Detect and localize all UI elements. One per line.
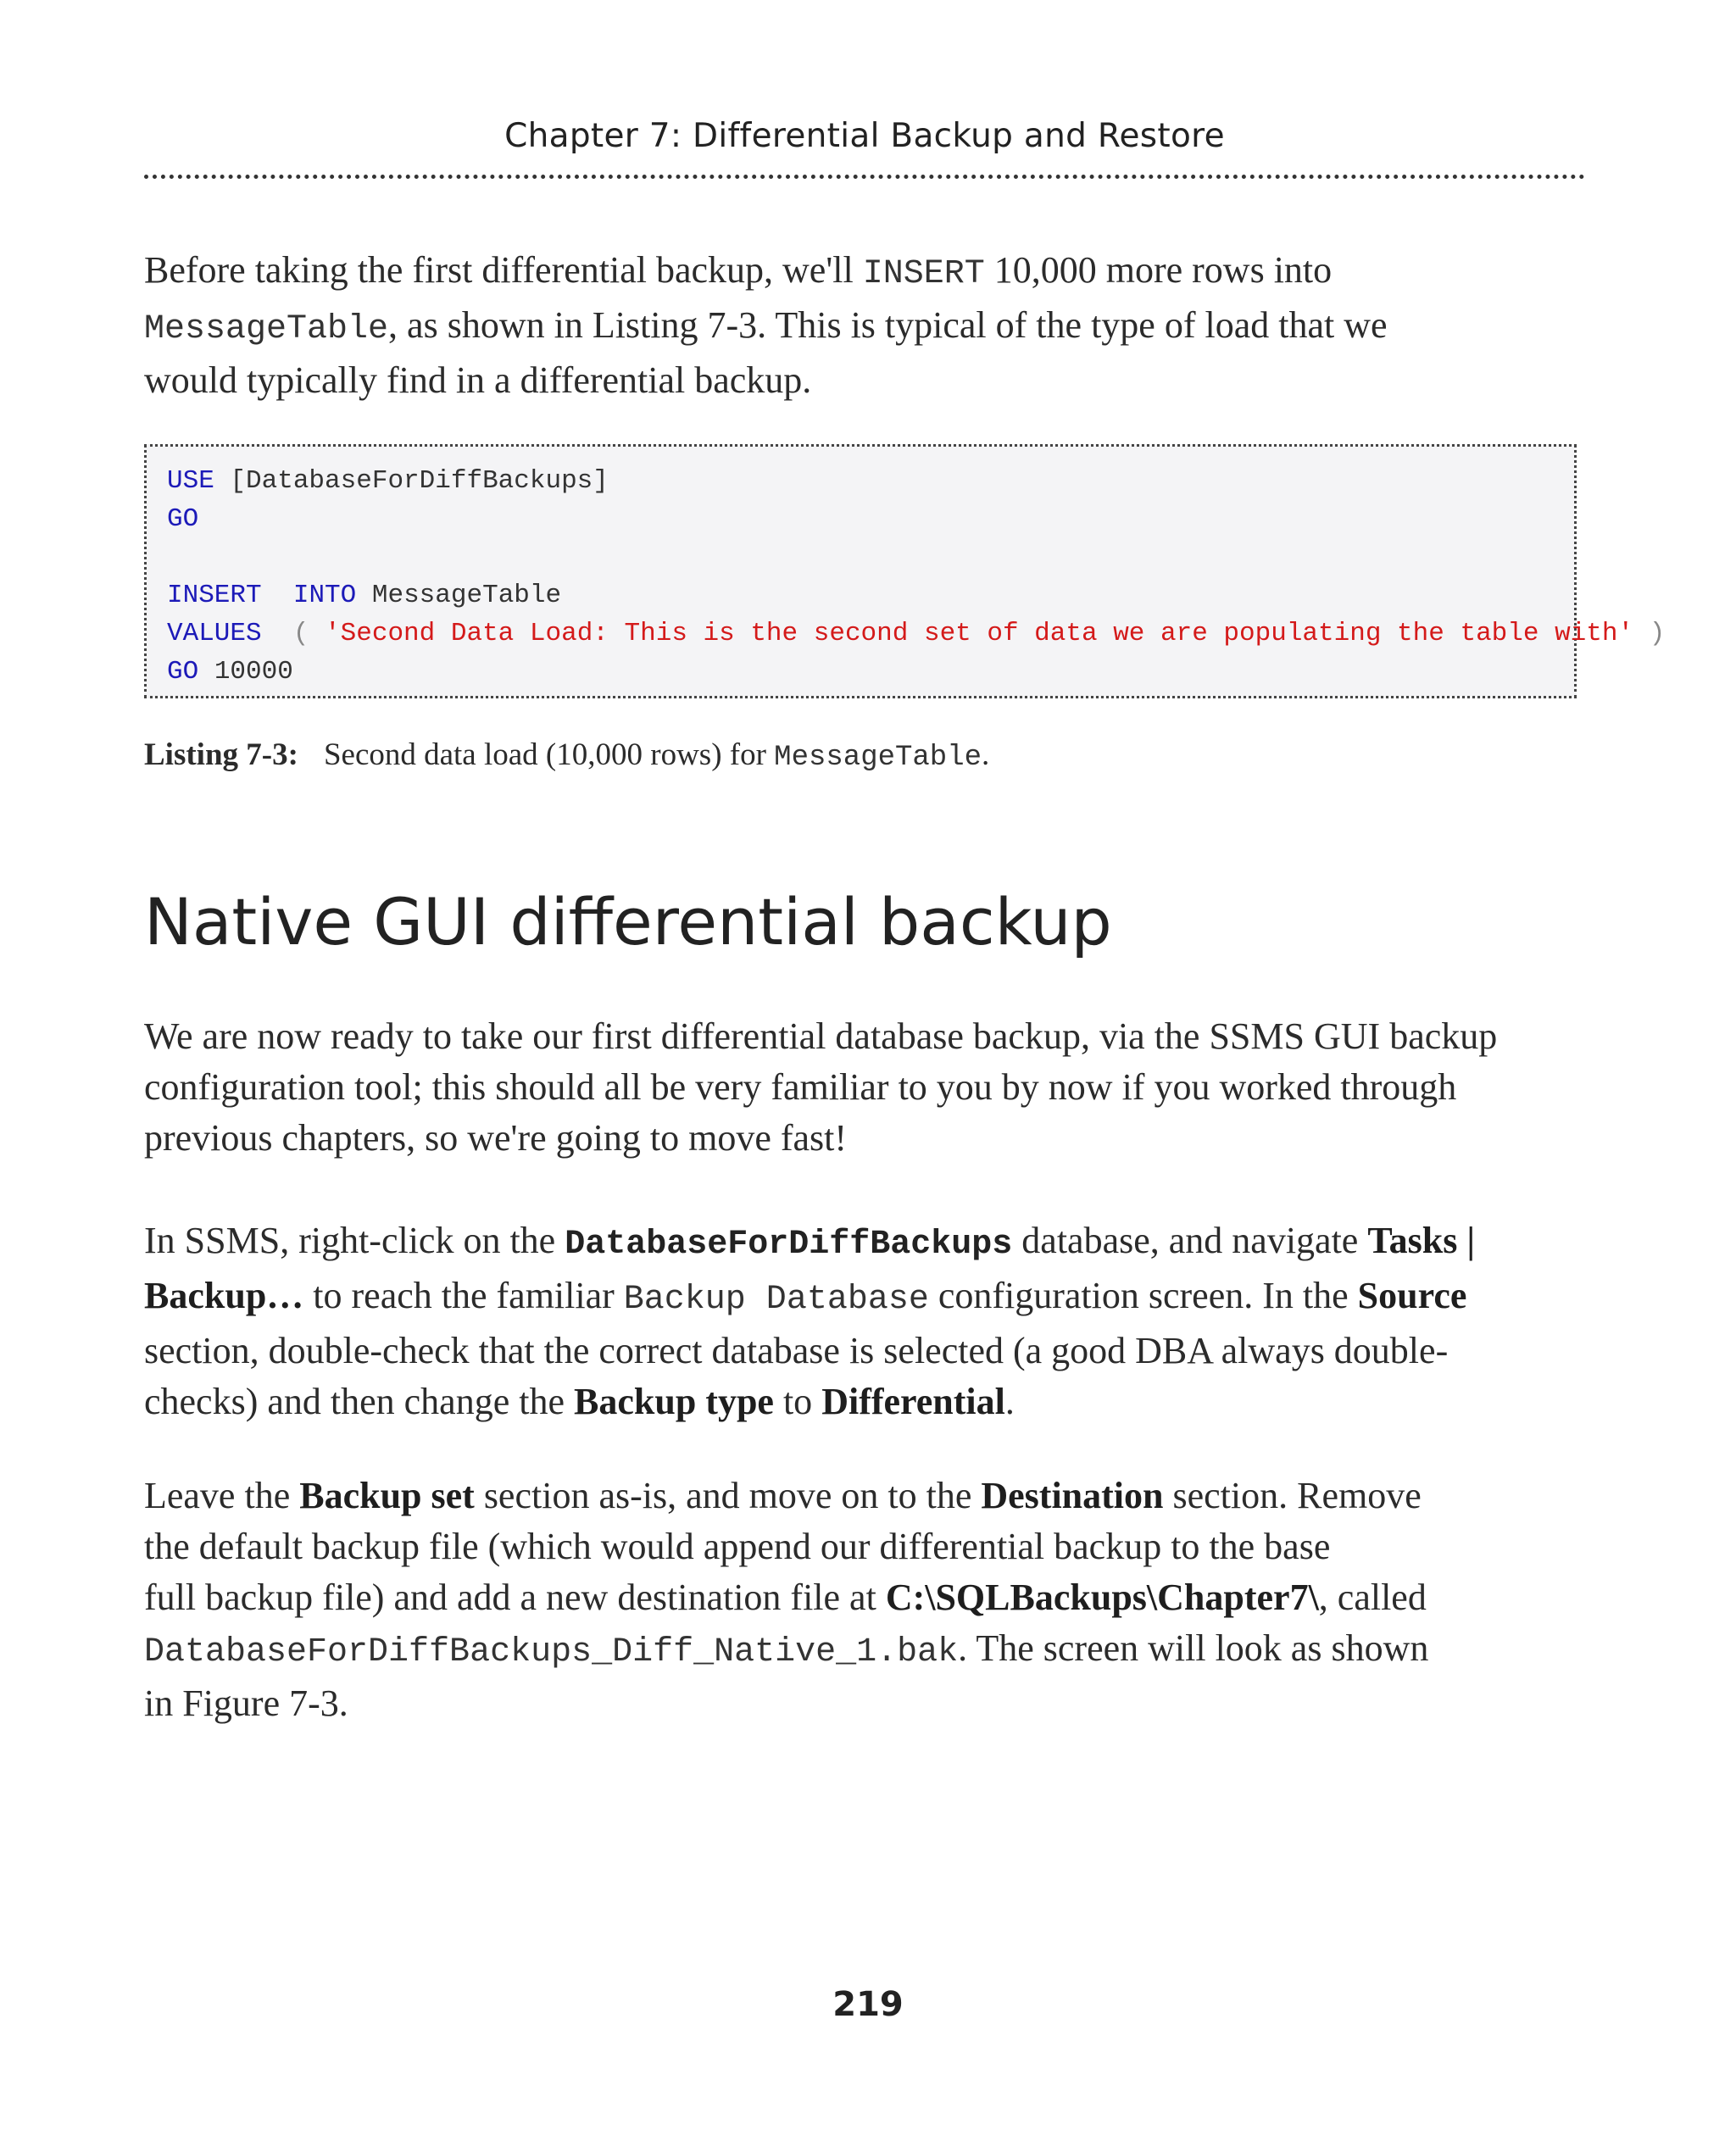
code-line-1 <box>167 462 1554 500</box>
bold-code-database-name: DatabaseForDiffBackups <box>565 1226 1013 1264</box>
sql-keyword: INTO <box>292 581 357 610</box>
bold-backup-path: C:\SQLBackups\Chapter7\ <box>885 1577 1319 1618</box>
caption-text: Second data load (10,000 rows) for <box>323 737 775 772</box>
code-text: MessageTable <box>356 581 562 610</box>
para2-text: database, and navigate <box>1012 1220 1368 1261</box>
bold-differential: Differential <box>821 1381 1005 1422</box>
para3-text: . The screen will look as shown <box>958 1627 1429 1669</box>
bold-tasks: Tasks | <box>1367 1220 1476 1261</box>
running-head: Chapter 7: Differential Backup and Restore <box>504 117 1225 155</box>
code-text: 10000 <box>198 657 293 687</box>
intro-text-3: , as shown in Listing 7-3. This is typical of the type of load that we <box>388 304 1388 346</box>
para2-text: to <box>773 1381 822 1422</box>
bold-source: Source <box>1357 1275 1467 1316</box>
code-listing <box>144 444 1666 698</box>
section-title: Native GUI differential backup <box>144 884 1112 959</box>
intro-text-2: 10,000 more rows into <box>984 249 1333 291</box>
intro-text-4: would typically find in a differential backup. <box>144 359 812 401</box>
para1-line-3: previous chapters, so we're going to move fast! <box>144 1117 848 1159</box>
header-rule <box>144 175 1585 179</box>
inline-code-messagetable: MessageTable <box>144 310 389 348</box>
inline-code-backup-file: DatabaseForDiffBackups_Diff_Native_1.bak <box>144 1633 959 1671</box>
bold-backup-set: Backup set <box>299 1475 475 1516</box>
sql-keyword: INSERT <box>167 581 262 610</box>
inline-code-insert: INSERT <box>862 255 985 293</box>
para2-text: configuration screen. In the <box>928 1275 1358 1316</box>
intro-text-1: Before taking the first differential backup, we'll <box>144 249 863 291</box>
caption-label: Listing 7-3: <box>144 737 298 772</box>
page-number: 219 <box>832 1985 904 2024</box>
sql-keyword: GO <box>167 657 199 687</box>
para2-text: section, double-check that the correct database is selected (a good DBA always double- <box>144 1330 1449 1371</box>
code-paren-close: ) <box>1633 619 1666 648</box>
sql-keyword: USE <box>167 466 214 496</box>
inline-code-backup-database: Backup Database <box>623 1281 929 1319</box>
code-paren-open: ( <box>261 619 326 648</box>
bold-destination: Destination <box>981 1475 1164 1516</box>
caption-end: . <box>982 737 990 772</box>
paragraph-ssms-steps <box>144 1215 1585 1427</box>
para3-text: the default backup file (which would append our differential backup to the base <box>144 1526 1331 1567</box>
para1-line-2: configuration tool; this should all be very familiar to you by now if you worked through <box>144 1066 1457 1108</box>
code-line-5 <box>167 614 1666 653</box>
bold-backup-type: Backup type <box>574 1381 774 1422</box>
para2-text: . <box>1004 1381 1015 1422</box>
para3-text: full backup file) and add a new destination file at <box>144 1577 886 1618</box>
para3-text: , called <box>1318 1577 1427 1618</box>
code-text: [DatabaseForDiffBackups] <box>214 466 609 496</box>
code-line-blank <box>167 538 1554 576</box>
caption-code: MessageTable <box>774 742 982 774</box>
code-line-4 <box>167 576 1554 614</box>
paragraph-destination <box>144 1471 1585 1729</box>
code-line-2 <box>167 500 1554 538</box>
bold-backup-menu: Backup… <box>144 1275 304 1316</box>
para2-text: checks) and then change the <box>144 1381 574 1422</box>
paragraph-ready <box>144 1011 1585 1164</box>
code-line-6 <box>167 653 1554 691</box>
intro-paragraph <box>144 245 1585 406</box>
listing-caption <box>144 734 1585 779</box>
para1-line-1: We are now ready to take our first differential database backup, via the SSMS GUI backup <box>144 1015 1498 1057</box>
para2-text: In SSMS, right-click on the <box>144 1220 565 1261</box>
sql-string-literal: 'Second Data Load: This is the second set of data we are populating the table with' <box>325 619 1634 648</box>
sql-keyword: GO <box>167 504 199 534</box>
code-space <box>262 581 293 610</box>
para3-text: section. Remove <box>1163 1475 1422 1516</box>
para2-text: to reach the familiar <box>303 1275 624 1316</box>
para3-text: section as-is, and move on to the <box>474 1475 982 1516</box>
para3-text: Leave the <box>144 1475 300 1516</box>
sql-keyword: VALUES <box>167 619 262 648</box>
para3-text: in Figure 7-3. <box>144 1682 348 1724</box>
